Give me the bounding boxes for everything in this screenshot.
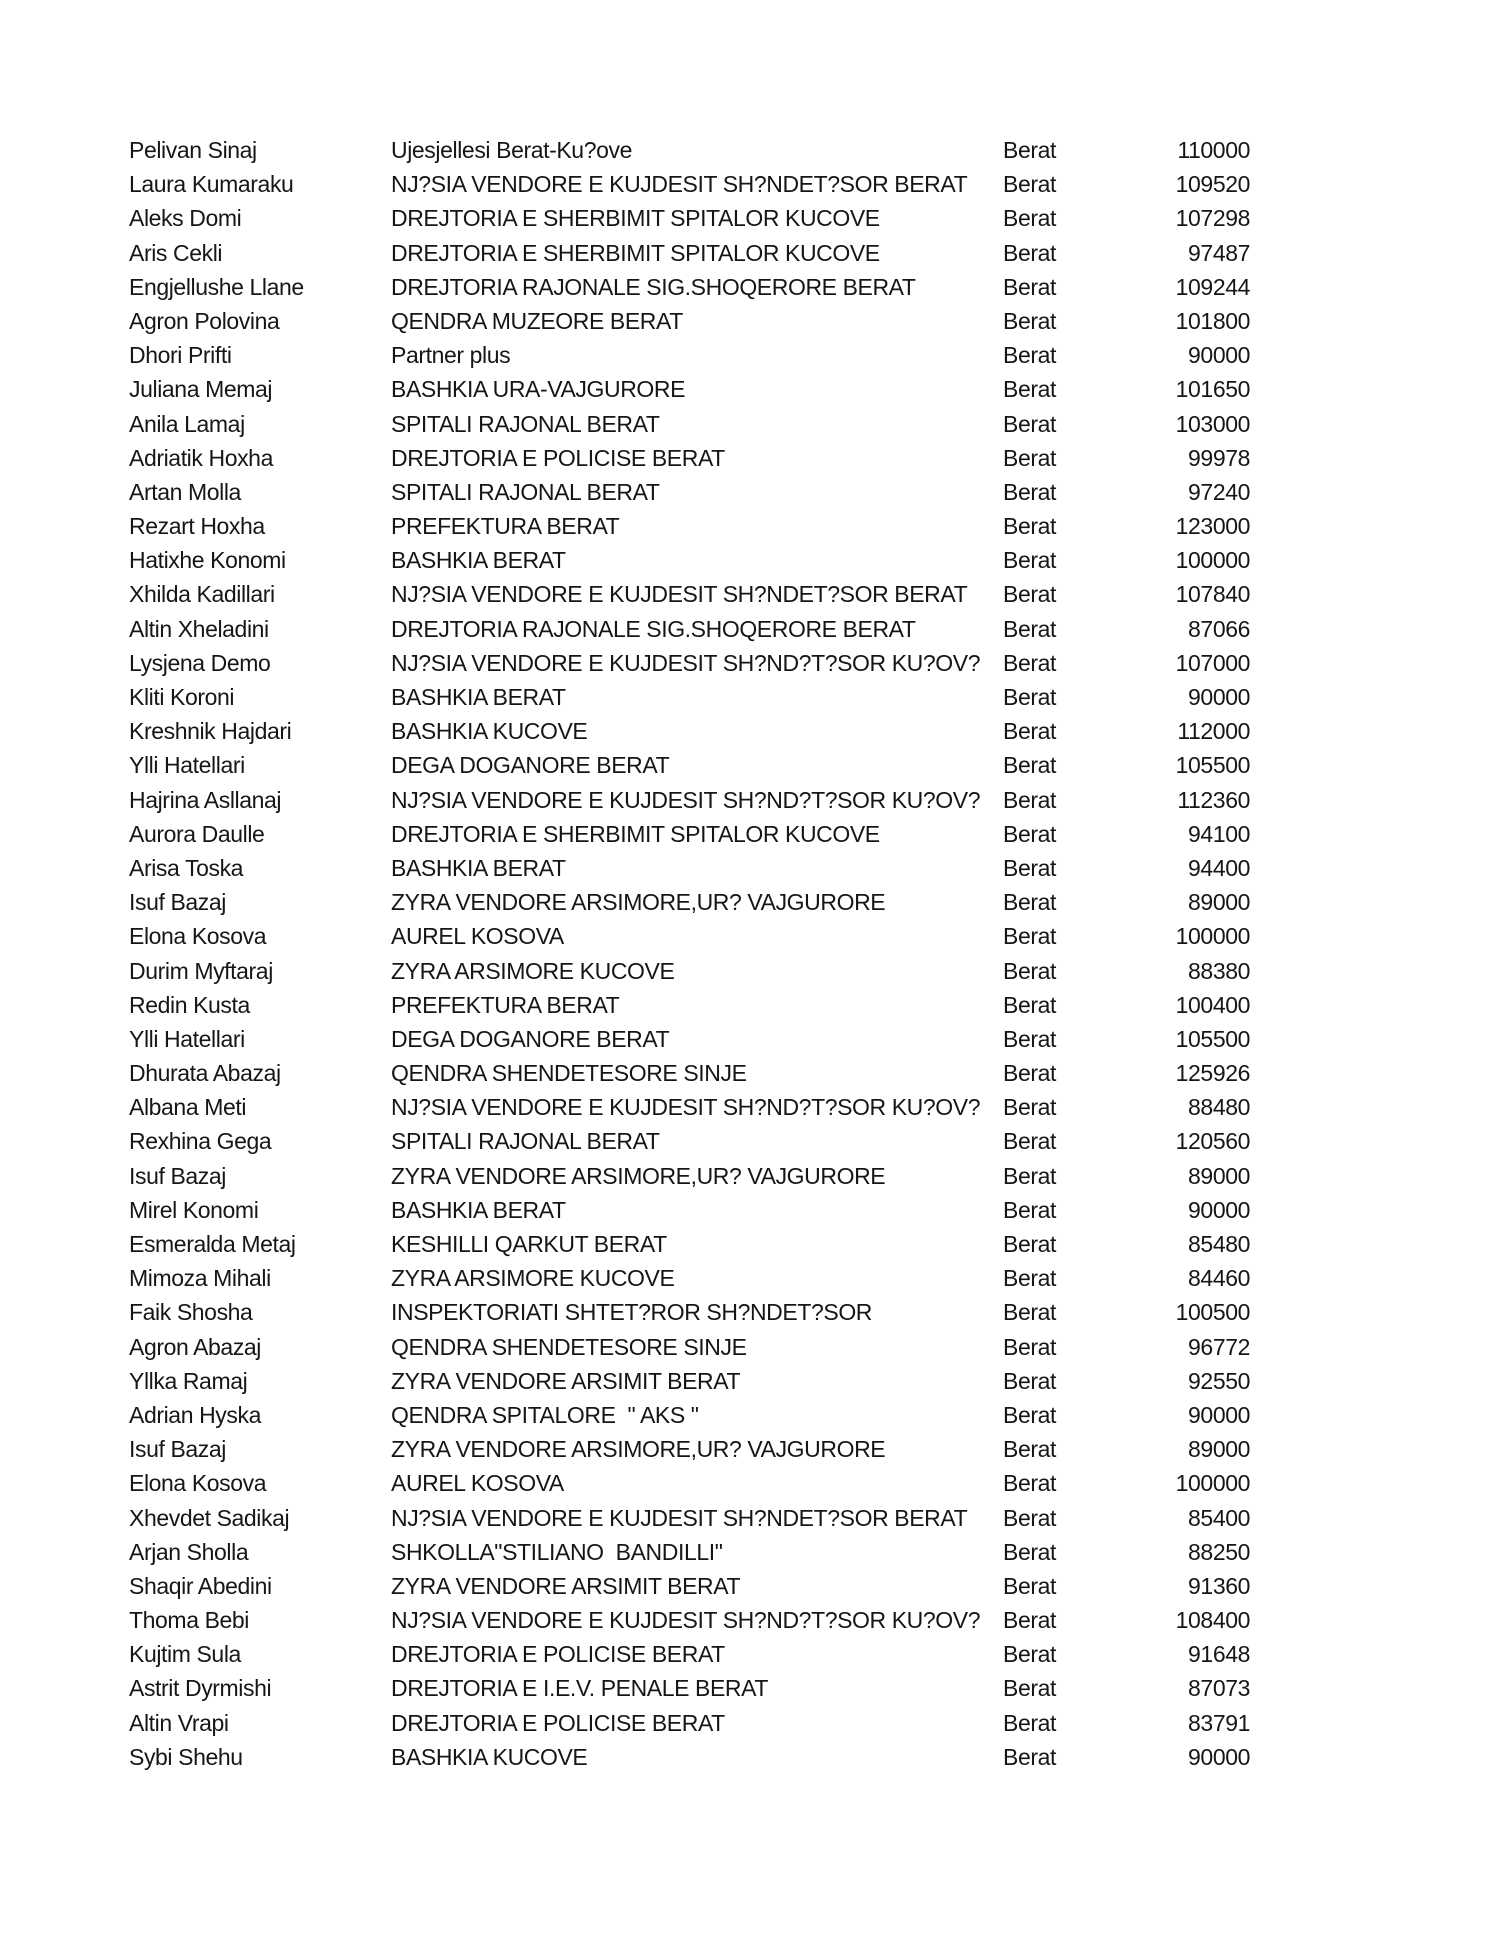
table-row — [0, 1193, 1500, 1227]
organization-cell: PREFEKTURA BERAT — [391, 991, 620, 1018]
name-cell: Isuf Bazaj — [129, 1436, 226, 1463]
district-cell: Berat — [1003, 1060, 1056, 1087]
organization-cell: SHKOLLA"STILIANO BANDILLI" — [391, 1538, 723, 1565]
name-cell: Elona Kosova — [129, 1470, 267, 1497]
name-cell: Aleks Domi — [129, 205, 242, 232]
table-row — [0, 748, 1500, 782]
table-row — [0, 577, 1500, 611]
organization-cell: AUREL KOSOVA — [391, 1470, 564, 1497]
organization-cell: NJ?SIA VENDORE E KUJDESIT SH?NDET?SOR BERAT — [391, 581, 968, 608]
table-row — [0, 236, 1500, 270]
district-cell: Berat — [1003, 1231, 1056, 1257]
district-cell: Berat — [1003, 1401, 1056, 1428]
organization-cell: PREFEKTURA BERAT — [391, 513, 620, 540]
district-cell: Berat — [1003, 615, 1056, 642]
organization-cell: ZYRA VENDORE ARSIMORE,UR? VAJGURORE — [391, 1162, 886, 1189]
district-cell: Berat — [1003, 1128, 1056, 1155]
name-cell: Aris Cekli — [129, 239, 223, 266]
table-row — [0, 1330, 1500, 1364]
table-row — [0, 954, 1500, 988]
amount-cell: 87066 — [1188, 615, 1250, 642]
amount-cell: 85480 — [1188, 1231, 1250, 1257]
table-row — [0, 407, 1500, 441]
district-cell: Berat — [1003, 752, 1056, 779]
amount-cell: 90000 — [1188, 1401, 1250, 1428]
name-cell: Altin Vrapi — [129, 1709, 229, 1736]
name-cell: Albana Meti — [129, 1094, 247, 1121]
amount-cell: 94400 — [1188, 854, 1250, 881]
name-cell: Lysjena Demo — [129, 649, 271, 676]
amount-cell: 125926 — [1175, 1060, 1250, 1087]
table-row — [0, 1671, 1500, 1705]
district-cell: Berat — [1003, 1436, 1056, 1463]
district-cell: Berat — [1003, 1299, 1056, 1326]
district-cell: Berat — [1003, 581, 1056, 608]
amount-cell: 107298 — [1175, 205, 1250, 232]
table-row — [0, 304, 1500, 338]
name-cell: Hatixhe Konomi — [129, 547, 286, 574]
table-row — [0, 783, 1500, 817]
table-row — [0, 919, 1500, 953]
district-cell: Berat — [1003, 547, 1056, 574]
amount-cell: 100500 — [1175, 1299, 1250, 1326]
district-cell: Berat — [1003, 307, 1056, 334]
district-cell: Berat — [1003, 820, 1056, 847]
organization-cell: BASHKIA KUCOVE — [391, 1743, 588, 1770]
name-cell: Altin Xheladini — [129, 615, 269, 642]
name-cell: Kliti Koroni — [129, 684, 235, 710]
table-row — [0, 1159, 1500, 1193]
amount-cell: 89000 — [1188, 889, 1250, 916]
organization-cell: DREJTORIA E I.E.V. PENALE BERAT — [391, 1675, 769, 1702]
table-row — [0, 1501, 1500, 1535]
name-cell: Rexhina Gega — [129, 1128, 272, 1155]
district-cell: Berat — [1003, 137, 1056, 163]
amount-cell: 100000 — [1175, 1470, 1250, 1497]
name-cell: Pelivan Sinaj — [129, 137, 257, 163]
name-cell: Arjan Sholla — [129, 1538, 249, 1565]
table-row — [0, 1227, 1500, 1261]
district-cell: Berat — [1003, 1025, 1056, 1052]
amount-cell: 112000 — [1177, 718, 1250, 745]
name-cell: Artan Molla — [129, 478, 241, 505]
district-cell: Berat — [1003, 1607, 1056, 1634]
name-cell: Engjellushe Llane — [129, 273, 304, 300]
district-cell: Berat — [1003, 273, 1056, 300]
amount-cell: 109520 — [1175, 171, 1250, 198]
name-cell: Mirel Konomi — [129, 1196, 259, 1223]
name-cell: Laura Kumaraku — [129, 171, 294, 198]
district-cell: Berat — [1003, 478, 1056, 505]
organization-cell: QENDRA SHENDETESORE SINJE — [391, 1060, 747, 1087]
organization-cell: QENDRA SHENDETESORE SINJE — [391, 1333, 747, 1360]
amount-cell: 90000 — [1188, 1743, 1250, 1770]
name-cell: Mimoza Mihali — [129, 1265, 271, 1292]
organization-cell: KESHILLI QARKUT BERAT — [391, 1231, 667, 1257]
district-cell: Berat — [1003, 1094, 1056, 1121]
district-cell: Berat — [1003, 718, 1056, 745]
table-row — [0, 1398, 1500, 1432]
amount-cell: 101650 — [1175, 376, 1250, 403]
table-row — [0, 1364, 1500, 1398]
district-cell: Berat — [1003, 957, 1056, 984]
name-cell: Adriatik Hoxha — [129, 444, 273, 471]
district-cell: Berat — [1003, 1333, 1056, 1360]
amount-cell: 89000 — [1188, 1162, 1250, 1189]
district-cell: Berat — [1003, 1641, 1056, 1668]
amount-cell: 100400 — [1175, 991, 1250, 1018]
amount-cell: 87073 — [1188, 1675, 1250, 1702]
table-row — [0, 612, 1500, 646]
district-cell: Berat — [1003, 1265, 1056, 1292]
organization-cell: QENDRA MUZEORE BERAT — [391, 307, 683, 334]
organization-cell: BASHKIA BERAT — [391, 684, 566, 710]
district-cell: Berat — [1003, 205, 1056, 232]
table-row — [0, 338, 1500, 372]
amount-cell: 91360 — [1188, 1572, 1250, 1599]
district-cell: Berat — [1003, 1709, 1056, 1736]
amount-cell: 84460 — [1188, 1265, 1250, 1292]
name-cell: Isuf Bazaj — [129, 1162, 226, 1189]
name-cell: Xhevdet Sadikaj — [129, 1504, 290, 1531]
amount-cell: 107840 — [1175, 581, 1250, 608]
district-cell: Berat — [1003, 889, 1056, 916]
district-cell: Berat — [1003, 684, 1056, 710]
table-row — [0, 714, 1500, 748]
district-cell: Berat — [1003, 923, 1056, 950]
district-cell: Berat — [1003, 239, 1056, 266]
district-cell: Berat — [1003, 171, 1056, 198]
table-row — [0, 1056, 1500, 1090]
organization-cell: INSPEKTORIATI SHTET?ROR SH?NDET?SOR — [391, 1299, 873, 1326]
amount-cell: 90000 — [1188, 684, 1250, 710]
amount-cell: 88250 — [1188, 1538, 1250, 1565]
table-row — [0, 1022, 1500, 1056]
district-cell: Berat — [1003, 342, 1056, 369]
organization-cell: ZYRA VENDORE ARSIMIT BERAT — [391, 1572, 741, 1599]
district-cell: Berat — [1003, 513, 1056, 540]
table-row — [0, 1706, 1500, 1740]
salary-table-body — [0, 133, 1500, 1774]
district-cell: Berat — [1003, 1470, 1056, 1497]
name-cell: Ylli Hatellari — [129, 1025, 245, 1052]
name-cell: Faik Shosha — [129, 1299, 253, 1326]
name-cell: Hajrina Asllanaj — [129, 786, 282, 813]
amount-cell: 123000 — [1175, 513, 1250, 540]
organization-cell: DEGA DOGANORE BERAT — [391, 752, 670, 779]
organization-cell: DREJTORIA RAJONALE SIG.SHOQERORE BERAT — [391, 273, 916, 300]
table-row — [0, 988, 1500, 1022]
amount-cell: 101800 — [1175, 307, 1250, 334]
table-row — [0, 646, 1500, 680]
amount-cell: 112360 — [1177, 786, 1250, 813]
name-cell: Agron Polovina — [129, 307, 280, 334]
name-cell: Redin Kusta — [129, 991, 250, 1018]
organization-cell: ZYRA VENDORE ARSIMORE,UR? VAJGURORE — [391, 1436, 886, 1463]
salary-table — [0, 133, 1500, 1774]
district-cell: Berat — [1003, 376, 1056, 403]
organization-cell: DEGA DOGANORE BERAT — [391, 1025, 670, 1052]
name-cell: Dhurata Abazaj — [129, 1060, 281, 1087]
organization-cell: ZYRA ARSIMORE KUCOVE — [391, 1265, 675, 1292]
table-row — [0, 1603, 1500, 1637]
organization-cell: BASHKIA KUCOVE — [391, 718, 588, 745]
name-cell: Durim Myftaraj — [129, 957, 273, 984]
amount-cell: 97487 — [1188, 239, 1250, 266]
organization-cell: SPITALI RAJONAL BERAT — [391, 410, 660, 437]
amount-cell: 90000 — [1188, 1196, 1250, 1223]
amount-cell: 107000 — [1175, 649, 1250, 676]
organization-cell: BASHKIA BERAT — [391, 1196, 566, 1223]
amount-cell: 89000 — [1188, 1436, 1250, 1463]
name-cell: Rezart Hoxha — [129, 513, 265, 540]
amount-cell: 88480 — [1188, 1094, 1250, 1121]
table-row — [0, 167, 1500, 201]
organization-cell: DREJTORIA E POLICISE BERAT — [391, 444, 725, 471]
table-row — [0, 1432, 1500, 1466]
district-cell: Berat — [1003, 1367, 1056, 1394]
amount-cell: 83791 — [1188, 1709, 1250, 1736]
name-cell: Dhori Prifti — [129, 342, 232, 369]
amount-cell: 103000 — [1175, 410, 1250, 437]
table-row — [0, 1637, 1500, 1671]
amount-cell: 105500 — [1175, 1025, 1250, 1052]
table-row — [0, 1261, 1500, 1295]
name-cell: Xhilda Kadillari — [129, 581, 275, 608]
organization-cell: ZYRA VENDORE ARSIMORE,UR? VAJGURORE — [391, 889, 886, 916]
amount-cell: 105500 — [1175, 752, 1250, 779]
table-row — [0, 133, 1500, 167]
district-cell: Berat — [1003, 1572, 1056, 1599]
district-cell: Berat — [1003, 1162, 1056, 1189]
name-cell: Anila Lamaj — [129, 410, 245, 437]
amount-cell: 94100 — [1188, 820, 1250, 847]
amount-cell: 91648 — [1188, 1641, 1250, 1668]
name-cell: Ylli Hatellari — [129, 752, 245, 779]
name-cell: Astrit Dyrmishi — [129, 1675, 272, 1702]
table-row — [0, 1535, 1500, 1569]
organization-cell: SPITALI RAJONAL BERAT — [391, 1128, 660, 1155]
organization-cell: NJ?SIA VENDORE E KUJDESIT SH?ND?T?SOR KU?OV? — [391, 786, 981, 813]
district-cell: Berat — [1003, 1743, 1056, 1770]
name-cell: Arisa Toska — [129, 854, 244, 881]
amount-cell: 90000 — [1188, 342, 1250, 369]
table-row — [0, 1124, 1500, 1158]
organization-cell: NJ?SIA VENDORE E KUJDESIT SH?NDET?SOR BERAT — [391, 171, 968, 198]
name-cell: Yllka Ramaj — [129, 1367, 248, 1394]
amount-cell: 109244 — [1175, 273, 1250, 300]
table-row — [0, 441, 1500, 475]
district-cell: Berat — [1003, 410, 1056, 437]
table-row — [0, 851, 1500, 885]
table-row — [0, 509, 1500, 543]
name-cell: Sybi Shehu — [129, 1743, 243, 1770]
organization-cell: NJ?SIA VENDORE E KUJDESIT SH?ND?T?SOR KU?OV? — [391, 1607, 981, 1634]
name-cell: Aurora Daulle — [129, 820, 265, 847]
district-cell: Berat — [1003, 1675, 1056, 1702]
table-row — [0, 475, 1500, 509]
amount-cell: 88380 — [1188, 957, 1250, 984]
district-cell: Berat — [1003, 444, 1056, 471]
name-cell: Adrian Hyska — [129, 1401, 261, 1428]
table-row — [0, 1740, 1500, 1774]
amount-cell: 110000 — [1177, 137, 1250, 163]
organization-cell: DREJTORIA E POLICISE BERAT — [391, 1641, 725, 1668]
table-row — [0, 817, 1500, 851]
organization-cell: DREJTORIA E POLICISE BERAT — [391, 1709, 725, 1736]
amount-cell: 100000 — [1175, 923, 1250, 950]
organization-cell: ZYRA VENDORE ARSIMIT BERAT — [391, 1367, 741, 1394]
organization-cell: BASHKIA BERAT — [391, 547, 566, 574]
amount-cell: 92550 — [1188, 1367, 1250, 1394]
district-cell: Berat — [1003, 1504, 1056, 1531]
district-cell: Berat — [1003, 1538, 1056, 1565]
name-cell: Elona Kosova — [129, 923, 267, 950]
table-row — [0, 680, 1500, 714]
name-cell: Isuf Bazaj — [129, 889, 226, 916]
name-cell: Juliana Memaj — [129, 376, 273, 403]
name-cell: Agron Abazaj — [129, 1333, 262, 1360]
name-cell: Kujtim Sula — [129, 1641, 241, 1668]
amount-cell: 97240 — [1188, 478, 1250, 505]
organization-cell: AUREL KOSOVA — [391, 923, 564, 950]
amount-cell: 100000 — [1175, 547, 1250, 574]
table-row — [0, 1295, 1500, 1329]
name-cell: Esmeralda Metaj — [129, 1231, 296, 1257]
organization-cell: Ujesjellesi Berat-Ku?ove — [391, 137, 632, 163]
organization-cell: NJ?SIA VENDORE E KUJDESIT SH?NDET?SOR BERAT — [391, 1504, 968, 1531]
table-row — [0, 1569, 1500, 1603]
district-cell: Berat — [1003, 991, 1056, 1018]
name-cell: Kreshnik Hajdari — [129, 718, 292, 745]
name-cell: Shaqir Abedini — [129, 1572, 272, 1599]
name-cell: Thoma Bebi — [129, 1607, 250, 1634]
amount-cell: 96772 — [1188, 1333, 1250, 1360]
amount-cell: 85400 — [1188, 1504, 1250, 1531]
organization-cell: BASHKIA URA-VAJGURORE — [391, 376, 686, 403]
table-row — [0, 885, 1500, 919]
organization-cell: SPITALI RAJONAL BERAT — [391, 478, 660, 505]
table-row — [0, 543, 1500, 577]
table-row — [0, 1466, 1500, 1500]
organization-cell: QENDRA SPITALORE " AKS " — [391, 1401, 699, 1428]
organization-cell: NJ?SIA VENDORE E KUJDESIT SH?ND?T?SOR KU?OV? — [391, 1094, 981, 1121]
organization-cell: DREJTORIA RAJONALE SIG.SHOQERORE BERAT — [391, 615, 916, 642]
amount-cell: 99978 — [1188, 444, 1250, 471]
table-row — [0, 1090, 1500, 1124]
organization-cell: Partner plus — [391, 342, 511, 369]
organization-cell: NJ?SIA VENDORE E KUJDESIT SH?ND?T?SOR KU?OV? — [391, 649, 981, 676]
organization-cell: DREJTORIA E SHERBIMIT SPITALOR KUCOVE — [391, 205, 880, 232]
amount-cell: 108400 — [1175, 1607, 1250, 1634]
organization-cell: DREJTORIA E SHERBIMIT SPITALOR KUCOVE — [391, 239, 880, 266]
district-cell: Berat — [1003, 786, 1056, 813]
organization-cell: ZYRA ARSIMORE KUCOVE — [391, 957, 675, 984]
amount-cell: 120560 — [1175, 1128, 1250, 1155]
organization-cell: BASHKIA BERAT — [391, 854, 566, 881]
table-row — [0, 372, 1500, 406]
table-row — [0, 270, 1500, 304]
organization-cell: DREJTORIA E SHERBIMIT SPITALOR KUCOVE — [391, 820, 880, 847]
district-cell: Berat — [1003, 649, 1056, 676]
district-cell: Berat — [1003, 1196, 1056, 1223]
district-cell: Berat — [1003, 854, 1056, 881]
table-row — [0, 201, 1500, 235]
